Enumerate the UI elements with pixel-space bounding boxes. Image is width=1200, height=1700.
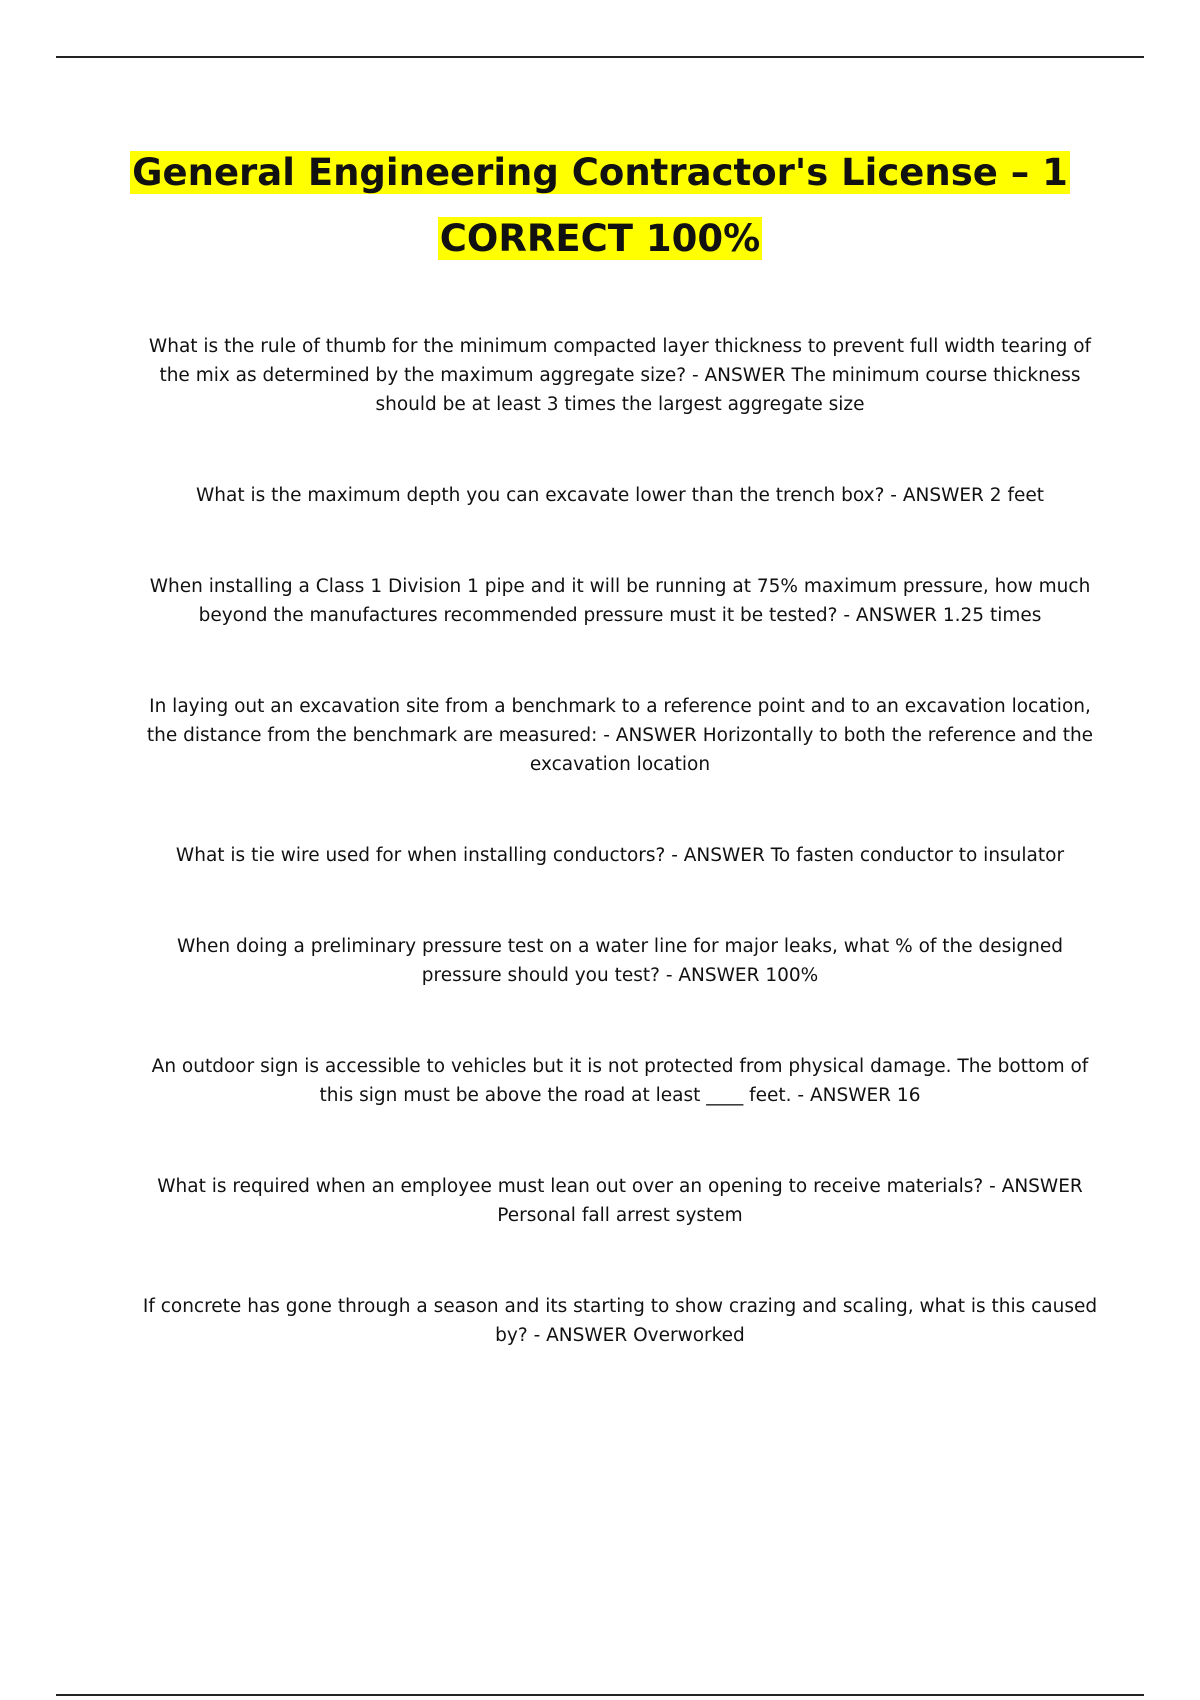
qa-list bbox=[140, 332, 1100, 1412]
qa-item: What is the rule of thumb for the minimum compacted layer thickness to prevent full width tearing of the mix as determined by the maximum aggregate size? - ANSWER The minimum course thickness should be at least 3 times the largest aggregate size bbox=[148, 336, 1092, 415]
qa-item: When installing a Class 1 Division 1 pipe and it will be running at 75% maximum pressure, how much beyond the manufactures recommended pressure must it be tested? - ANSWER 1.25 times bbox=[149, 576, 1091, 626]
bottom-rule bbox=[56, 1694, 1144, 1696]
qa-item: When doing a preliminary pressure test on a water line for major leaks, what % of the designed pressure should you test? - ANSWER 100% bbox=[176, 936, 1064, 986]
qa-item: What is required when an employee must lean out over an opening to receive materials? - ANSWER Personal fall arrest system bbox=[157, 1176, 1083, 1226]
qa-item: What is the maximum depth you can excavate lower than the trench box? - ANSWER 2 feet bbox=[196, 485, 1044, 506]
qa-item: In laying out an excavation site from a benchmark to a reference point and to an excavation location, the distance from the benchmark are measured: - ANSWER Horizontally to both the reference and the excavation location bbox=[146, 696, 1094, 775]
qa-item: What is tie wire used for when installing conductors? - ANSWER To fasten conductor to insulator bbox=[175, 845, 1065, 866]
page-title-text: General Engineering Contractor's License – 1 CORRECT 100% bbox=[132, 151, 1068, 260]
page-title bbox=[100, 140, 1100, 272]
qa-item: If concrete has gone through a season and its starting to show crazing and scaling, what is this caused by? - ANSWER Overworked bbox=[142, 1296, 1098, 1346]
qa-item: An outdoor sign is accessible to vehicles but it is not protected from physical damage. The bottom of this sign must be above the road at least ____ feet. - ANSWER 16 bbox=[151, 1056, 1089, 1106]
top-rule bbox=[56, 56, 1144, 58]
